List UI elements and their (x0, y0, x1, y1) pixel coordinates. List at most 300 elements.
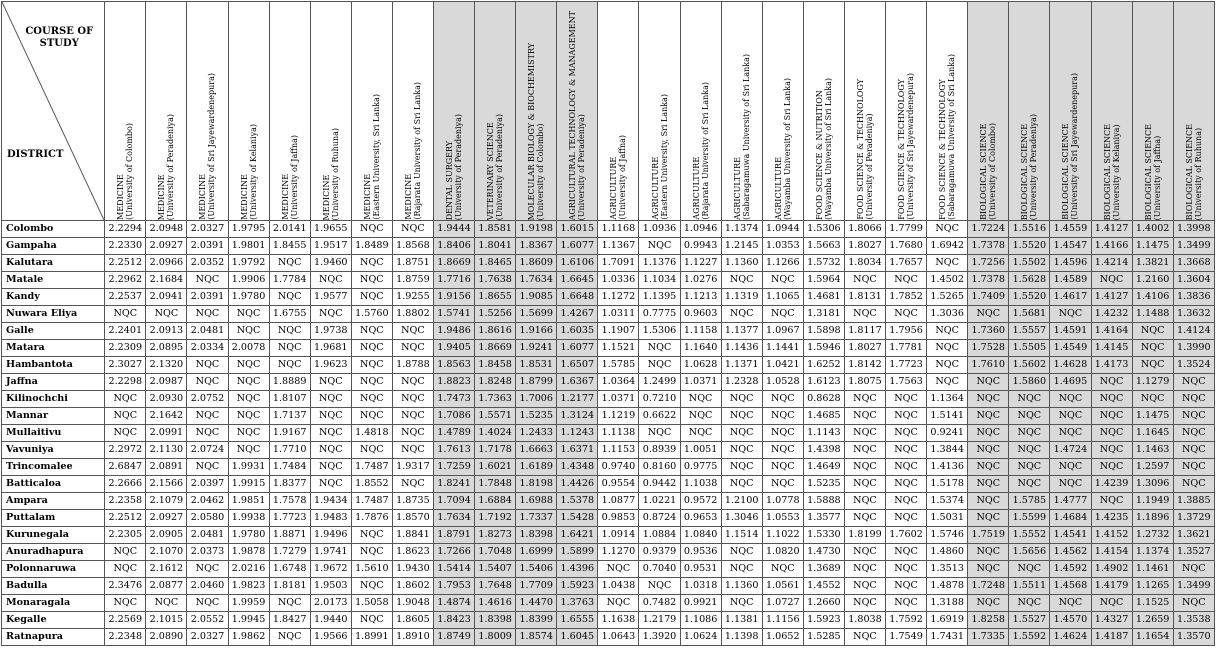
zscore-cell: 1.0652 (762, 629, 803, 646)
zscore-cell: 2.2348 (105, 629, 146, 646)
zscore-cell: 2.0462 (187, 493, 228, 510)
zscore-cell: 1.8273 (475, 527, 516, 544)
zscore-cell: 1.3990 (1173, 340, 1214, 357)
zscore-cell: 2.0460 (187, 578, 228, 595)
zscore-cell: 1.0371 (680, 374, 721, 391)
zscore-cell: 1.1488 (1132, 306, 1173, 323)
zscore-cell: 1.5860 (1009, 374, 1050, 391)
district-name: Polonnaruwa (2, 561, 105, 578)
course-name: VETERINARY SCIENCE (486, 122, 496, 220)
zscore-cell: 1.7378 (968, 238, 1009, 255)
zscore-cell: NQC (886, 476, 927, 493)
zscore-cell: 1.0624 (680, 629, 721, 646)
zscore-cell: 2.2294 (105, 221, 146, 238)
zscore-cell: 1.4589 (1050, 272, 1091, 289)
zscore-cell: NQC (105, 595, 146, 612)
zscore-cell: 1.0353 (762, 238, 803, 255)
table-row (2, 578, 1215, 595)
zscore-cell: 1.8669 (475, 340, 516, 357)
zscore-cell: 2.6847 (105, 459, 146, 476)
zscore-cell: NQC (886, 408, 927, 425)
zscore-cell: 1.1243 (557, 425, 598, 442)
zscore-cell: 1.6077 (557, 238, 598, 255)
zscore-cell: 1.6189 (516, 459, 557, 476)
zscore-cell: NQC (310, 391, 351, 408)
zscore-cell: 1.6015 (557, 221, 598, 238)
zscore-cell: 1.6421 (557, 527, 598, 544)
zscore-cell: 1.9483 (310, 510, 351, 527)
district-label: DISTRICT (7, 149, 64, 160)
zscore-cell: 1.5899 (557, 544, 598, 561)
zscore-cell: 1.4818 (351, 425, 392, 442)
zscore-cell: 1.7848 (475, 476, 516, 493)
zscore-cell: NQC (1009, 459, 1050, 476)
zscore-cell: NQC (886, 442, 927, 459)
zscore-cell: 1.1319 (721, 289, 762, 306)
zscore-cell: 1.7266 (434, 544, 475, 561)
zscore-cell: 2.2298 (105, 374, 146, 391)
zscore-cell: NQC (1091, 442, 1132, 459)
district-name: Puttalam (2, 510, 105, 527)
zscore-cell: 1.4145 (1091, 340, 1132, 357)
zscore-cell: NQC (762, 476, 803, 493)
zscore-cell: 1.6942 (927, 238, 968, 255)
zscore-cell: NQC (1091, 425, 1132, 442)
zscore-cell: 2.0948 (146, 221, 187, 238)
zscore-cell: 1.2659 (1132, 612, 1173, 629)
zscore-cell: NQC (310, 459, 351, 476)
zscore-cell: 1.9486 (434, 323, 475, 340)
zscore-cell: 1.9577 (310, 289, 351, 306)
zscore-cell: 1.8823 (434, 374, 475, 391)
zscore-cell: 2.2962 (105, 272, 146, 289)
zscore-cell: NQC (598, 595, 639, 612)
zscore-cell: 1.8574 (516, 629, 557, 646)
university-name: (University of Colombo) (125, 123, 135, 220)
district-name: Mannar (2, 408, 105, 425)
zscore-cell: 1.1514 (721, 527, 762, 544)
district-name: Galle (2, 323, 105, 340)
zscore-cell: 1.6555 (557, 612, 598, 629)
district-name: Anuradhapura (2, 544, 105, 561)
university-name: (University of Jaffna) (618, 135, 628, 220)
table-row (2, 272, 1215, 289)
zscore-cell: NQC (351, 374, 392, 391)
zscore-cell: 1.1272 (598, 289, 639, 306)
zscore-cell: NQC (105, 544, 146, 561)
zscore-cell: 1.4874 (434, 595, 475, 612)
table-body (2, 221, 1215, 646)
zscore-cell: 1.9780 (228, 527, 269, 544)
zscore-cell: NQC (886, 391, 927, 408)
column-header (310, 2, 351, 221)
university-name: (University of Sri Jayewardenepura) (207, 73, 217, 220)
zscore-cell: 2.0481 (187, 323, 228, 340)
zscore-cell: NQC (1173, 476, 1214, 493)
zscore-cell: 1.9738 (310, 323, 351, 340)
zscore-cell: 1.4166 (1091, 238, 1132, 255)
zscore-cell: 1.2732 (1132, 527, 1173, 544)
district-name: Matale (2, 272, 105, 289)
zscore-cell: 2.2512 (105, 510, 146, 527)
zscore-cell: 1.7409 (968, 289, 1009, 306)
zscore-cell: NQC (310, 476, 351, 493)
zscore-cell: 1.7473 (434, 391, 475, 408)
zscore-cell: NQC (269, 323, 310, 340)
zscore-cell: NQC (968, 459, 1009, 476)
zscore-cell: NQC (228, 323, 269, 340)
zscore-cell: NQC (1132, 323, 1173, 340)
zscore-cell: NQC (146, 595, 187, 612)
zscore-cell: 1.5898 (803, 323, 844, 340)
zscore-cell: 1.7710 (269, 442, 310, 459)
zscore-cell: 1.7363 (475, 391, 516, 408)
zscore-cell: 1.6884 (475, 493, 516, 510)
zscore-cell: 1.1213 (680, 289, 721, 306)
zscore-cell: NQC (228, 391, 269, 408)
university-name: (University of Peradeniya) (864, 113, 874, 220)
zscore-cell: 1.3729 (1173, 510, 1214, 527)
zscore-cell: 1.9795 (228, 221, 269, 238)
zscore-cell: NQC (968, 544, 1009, 561)
zscore-cell: 2.1642 (146, 408, 187, 425)
zscore-cell: NQC (721, 442, 762, 459)
zscore-cell: 1.9430 (392, 561, 433, 578)
zscore-cell: 1.1436 (721, 340, 762, 357)
zscore-cell: 1.1038 (680, 476, 721, 493)
zscore-cell: 2.2358 (105, 493, 146, 510)
zscore-cell: 1.8181 (269, 578, 310, 595)
course-name: BIOLOGICAL SCIENCE (1061, 123, 1071, 220)
column-header (721, 2, 762, 221)
zscore-cell: 2.2512 (105, 255, 146, 272)
zscore-cell: NQC (1132, 391, 1173, 408)
zscore-cell: 1.1364 (927, 391, 968, 408)
zscore-cell: 1.9792 (228, 255, 269, 272)
table-row (2, 340, 1215, 357)
column-header (187, 2, 228, 221)
zscore-cell: 2.0930 (146, 391, 187, 408)
zscore-cell: 1.0727 (762, 595, 803, 612)
zscore-cell: 1.7549 (886, 629, 927, 646)
column-header (639, 2, 680, 221)
zscore-cell: NQC (351, 340, 392, 357)
zscore-cell: 1.5552 (1009, 527, 1050, 544)
course-name: FOOD SCIENCE & NUTRITION (814, 90, 824, 220)
course-name: AGRICULTURE (732, 157, 742, 220)
zscore-cell: 1.3046 (721, 510, 762, 527)
zscore-cell: 1.4470 (516, 595, 557, 612)
course-name: MOLECULAR BIOLOGY & BIOCHEMISTRY (527, 42, 537, 220)
zscore-cell: 1.9255 (392, 289, 433, 306)
zscore-cell: NQC (968, 493, 1009, 510)
zscore-cell: 0.7210 (639, 391, 680, 408)
zscore-cell: 1.7648 (475, 578, 516, 595)
table-row (2, 544, 1215, 561)
zscore-cell: 1.6367 (557, 374, 598, 391)
zscore-cell: 1.8570 (392, 510, 433, 527)
zscore-cell: 1.6123 (803, 374, 844, 391)
zscore-cell: 1.3920 (639, 629, 680, 646)
zscore-cell: 1.4187 (1091, 629, 1132, 646)
zscore-cell: 1.9938 (228, 510, 269, 527)
zscore-cell: 1.4235 (1091, 510, 1132, 527)
zscore-cell: 1.5256 (475, 306, 516, 323)
zscore-cell: 1.4570 (1050, 612, 1091, 629)
column-header (516, 2, 557, 221)
zscore-cell: 1.4724 (1050, 442, 1091, 459)
course-name: MEDICINE (239, 174, 249, 220)
zscore-cell: 1.7953 (434, 578, 475, 595)
zscore-cell: NQC (1173, 595, 1214, 612)
zscore-cell: NQC (844, 391, 885, 408)
zscore-cell: 1.9405 (434, 340, 475, 357)
zscore-cell: 1.7852 (886, 289, 927, 306)
zscore-cell: NQC (1009, 425, 1050, 442)
zscore-cell: NQC (639, 425, 680, 442)
zscore-cell: 1.3998 (1173, 221, 1214, 238)
zscore-cell: 2.0905 (146, 527, 187, 544)
zscore-cell: NQC (968, 476, 1009, 493)
zscore-cell: 1.3689 (803, 561, 844, 578)
zscore-cell: 1.8791 (434, 527, 475, 544)
zscore-cell: NQC (187, 272, 228, 289)
zscore-cell: 1.9444 (434, 221, 475, 238)
table-row (2, 493, 1215, 510)
zscore-cell: 1.4173 (1091, 357, 1132, 374)
zscore-cell: NQC (105, 561, 146, 578)
zscore-cell: 2.1320 (146, 357, 187, 374)
zscore-cell: 1.7528 (968, 340, 1009, 357)
zscore-cell: 1.5502 (1009, 255, 1050, 272)
zscore-cell: 2.0724 (187, 442, 228, 459)
zscore-cell: NQC (351, 289, 392, 306)
zscore-cell: 0.9740 (598, 459, 639, 476)
zscore-cell: NQC (351, 221, 392, 238)
zscore-cell: NQC (187, 306, 228, 323)
zscore-cell: NQC (639, 238, 680, 255)
column-header (392, 2, 433, 221)
course-name: AGRICULTURE (609, 157, 619, 220)
zscore-cell: 2.0078 (228, 340, 269, 357)
table-row (2, 255, 1215, 272)
zscore-cell: 2.1070 (146, 544, 187, 561)
zscore-cell: 1.0944 (762, 221, 803, 238)
zscore-cell: 1.1034 (639, 272, 680, 289)
zscore-cell: 1.4164 (1091, 323, 1132, 340)
zscore-cell: 1.0877 (598, 493, 639, 510)
course-name: FOOD SCIENCE & TECHNOLOGY (897, 79, 907, 220)
zscore-cell: 1.8568 (392, 238, 433, 255)
column-header (475, 2, 516, 221)
zscore-cell: NQC (269, 289, 310, 306)
zscore-cell: 1.1168 (598, 221, 639, 238)
zscore-cell: 1.4179 (1091, 578, 1132, 595)
zscore-cell: 0.8160 (639, 459, 680, 476)
zscore-cell: 1.8399 (516, 612, 557, 629)
zscore-cell: 1.1374 (1132, 544, 1173, 561)
zscore-cell: 1.5592 (1009, 629, 1050, 646)
zscore-cell: NQC (639, 357, 680, 374)
zscore-cell: 1.4002 (1132, 221, 1173, 238)
zscore-cell: NQC (721, 476, 762, 493)
zscore-cell: 1.5964 (803, 272, 844, 289)
zscore-cell: 1.4127 (1091, 221, 1132, 238)
zscore-cell: 0.9442 (639, 476, 680, 493)
zscore-cell: 1.9823 (228, 578, 269, 595)
zscore-cell: NQC (392, 374, 433, 391)
zscore-cell: NQC (886, 306, 927, 323)
zscore-cell: 1.0884 (639, 527, 680, 544)
zscore-cell: 1.1638 (598, 612, 639, 629)
zscore-cell: 1.5306 (639, 323, 680, 340)
zscore-cell: 1.8552 (351, 476, 392, 493)
zscore-cell: NQC (762, 306, 803, 323)
zscore-cell: 1.1065 (762, 289, 803, 306)
zscore-cell: 1.7487 (351, 493, 392, 510)
zscore-cell: NQC (844, 578, 885, 595)
zscore-cell: 2.0891 (146, 459, 187, 476)
zscore-cell: 1.1525 (1132, 595, 1173, 612)
zscore-cell: 0.9531 (680, 561, 721, 578)
district-name: Jaffna (2, 374, 105, 391)
zscore-cell: 2.0397 (187, 476, 228, 493)
district-name: Gampaha (2, 238, 105, 255)
zscore-cell: 2.0752 (187, 391, 228, 408)
zscore-cell: 1.1266 (762, 255, 803, 272)
table-row (2, 612, 1215, 629)
zscore-cell: 1.5406 (516, 561, 557, 578)
zscore-cell: 1.8027 (844, 340, 885, 357)
zscore-cell: 0.9853 (598, 510, 639, 527)
zscore-cell: 1.1138 (598, 425, 639, 442)
zscore-cell: 1.9156 (434, 289, 475, 306)
zscore-cell: 1.5571 (475, 408, 516, 425)
zscore-cell: 1.9862 (228, 629, 269, 646)
zscore-cell: NQC (968, 595, 1009, 612)
district-name: Trincomalee (2, 459, 105, 476)
zscore-cell: 1.8581 (475, 221, 516, 238)
university-name: (University of Colombo) (988, 123, 998, 220)
column-header (762, 2, 803, 221)
zscore-cell: 1.2328 (721, 374, 762, 391)
zscore-cell: 1.3763 (557, 595, 598, 612)
zscore-cell: 1.8038 (844, 612, 885, 629)
zscore-cell: NQC (1050, 476, 1091, 493)
zscore-cell: 1.0318 (680, 578, 721, 595)
zscore-cell: NQC (1173, 391, 1214, 408)
zscore-cell: 1.2597 (1132, 459, 1173, 476)
zscore-cell: 1.4695 (1050, 374, 1091, 391)
zscore-cell: NQC (886, 595, 927, 612)
zscore-cell: NQC (886, 561, 927, 578)
course-name: MEDICINE (321, 174, 331, 220)
zscore-cell: 1.1377 (721, 323, 762, 340)
zscore-cell: NQC (351, 357, 392, 374)
zscore-cell: NQC (721, 459, 762, 476)
zscore-cell: 1.7723 (269, 510, 310, 527)
zscore-cell: 1.8735 (392, 493, 433, 510)
zscore-cell: NQC (1009, 476, 1050, 493)
column-header (105, 2, 146, 221)
zscore-cell: 1.5746 (927, 527, 968, 544)
zscore-cell: 1.5785 (598, 357, 639, 374)
zscore-cell: 1.4154 (1091, 544, 1132, 561)
column-header (1050, 2, 1091, 221)
zscore-cell: 1.4106 (1132, 289, 1173, 306)
zscore-cell: 1.7634 (516, 272, 557, 289)
zscore-cell: 1.6755 (269, 306, 310, 323)
zscore-cell: 1.8398 (516, 527, 557, 544)
university-name: (University of Kelaniya) (1111, 124, 1121, 220)
zscore-cell: 1.5602 (1009, 357, 1050, 374)
zscore-cell: 2.2666 (105, 476, 146, 493)
zscore-cell: NQC (844, 544, 885, 561)
course-name: MEDICINE (403, 174, 413, 220)
column-header (927, 2, 968, 221)
table-row (2, 425, 1215, 442)
zscore-cell: NQC (1050, 459, 1091, 476)
zscore-cell: NQC (844, 306, 885, 323)
zscore-cell: 1.5407 (475, 561, 516, 578)
zscore-cell: NQC (1050, 306, 1091, 323)
zscore-cell: 1.1270 (598, 544, 639, 561)
zscore-cell: NQC (310, 425, 351, 442)
zscore-cell: NQC (1173, 425, 1214, 442)
zscore-cell: 1.5610 (351, 561, 392, 578)
zscore-cell: 1.4860 (927, 544, 968, 561)
zscore-cell: 1.8465 (475, 255, 516, 272)
zscore-cell: 1.7335 (968, 629, 1009, 646)
zscore-cell: 1.5520 (1009, 238, 1050, 255)
district-name: Batticaloa (2, 476, 105, 493)
zscore-cell: 1.4681 (803, 289, 844, 306)
zscore-cell: NQC (351, 442, 392, 459)
zscore-cell: 1.7709 (516, 578, 557, 595)
zscore-cell: NQC (1009, 561, 1050, 578)
zscore-cell: NQC (269, 340, 310, 357)
zscore-cell: NQC (886, 425, 927, 442)
university-name: (Eastern University, Sri Lanka) (371, 94, 381, 220)
zscore-cell: 1.9959 (228, 595, 269, 612)
zscore-cell: 1.4426 (557, 476, 598, 493)
district-name: Ratnapura (2, 629, 105, 646)
zscore-cell: 0.8628 (803, 391, 844, 408)
zscore-cell: NQC (844, 272, 885, 289)
course-name: MEDICINE (198, 174, 208, 220)
course-name: FOOD SCIENCE & TECHNOLOGY (855, 79, 865, 220)
zscore-cell: 1.7781 (886, 340, 927, 357)
zscore-cell: NQC (1009, 442, 1050, 459)
zscore-cell: 2.0327 (187, 629, 228, 646)
zscore-cell: 1.7876 (351, 510, 392, 527)
university-name: (University of Sri Jayewardenepura) (906, 73, 916, 220)
zscore-cell: 2.0173 (310, 595, 351, 612)
zscore-cell: 1.5306 (803, 221, 844, 238)
zscore-cell: NQC (146, 306, 187, 323)
zscore-cell: 1.6648 (557, 289, 598, 306)
zscore-cell: 1.1395 (639, 289, 680, 306)
zscore-cell: 1.4547 (1050, 238, 1091, 255)
zscore-cell: NQC (392, 425, 433, 442)
zscore-cell: 0.7482 (639, 595, 680, 612)
zscore-cell: 1.9623 (310, 357, 351, 374)
zscore-cell: 1.4596 (1050, 255, 1091, 272)
university-name: (University of Peradeniya) (577, 113, 587, 220)
zscore-cell: 1.8406 (434, 238, 475, 255)
university-name: (University of Peradeniya) (454, 113, 464, 220)
zscore-cell: NQC (886, 272, 927, 289)
